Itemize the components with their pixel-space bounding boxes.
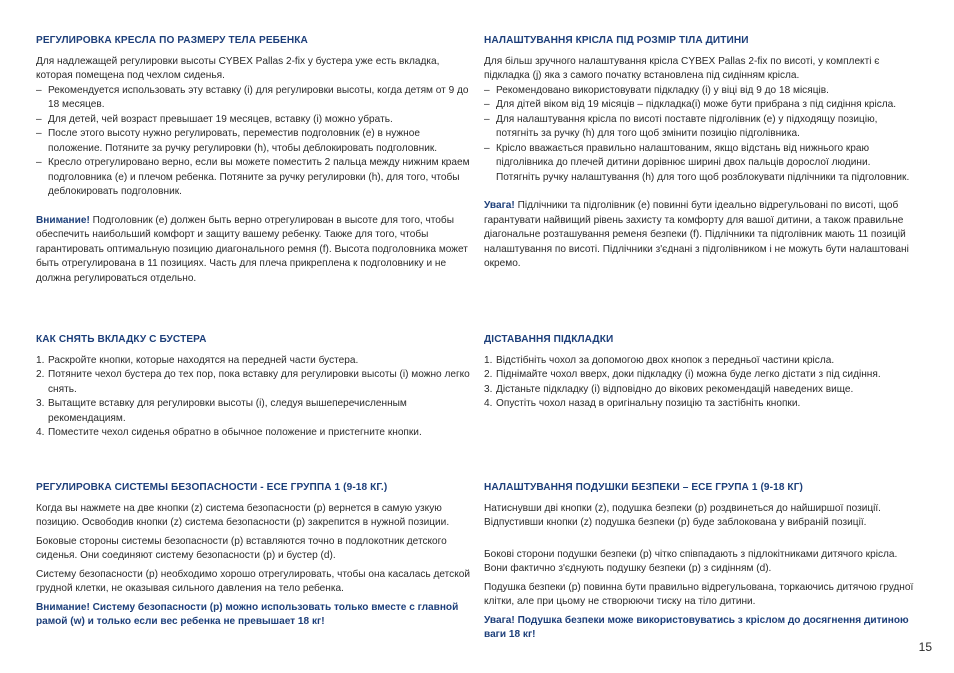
left-column [36,0,472,673]
section-seat-adjustment-uk [484,34,916,272]
section-heading: РЕГУЛИРОВКА СИСТЕМЫ БЕЗОПАСНОСТИ - ECE ГРУППА 1 (9-18 КГ.) [36,482,388,493]
section-seat-adjustment-ru [36,34,472,286]
list-item: – Для дітей віком від 19 місяців – підкладка(i) може бути прибрана з під сидіння крісла. [484,99,897,110]
list-item: 1. Відстібніть чохол за допомогою двох кнопок з передньої частини крісла. [484,354,835,366]
right-column [484,0,916,673]
warning-paragraph: Внимание! Систему безопасности (p) можно использовать только вместе с главной рамой (w) и только если вес ребенка не превышает 18 кг! [36,601,459,627]
page-number: 15 [918,640,932,654]
paragraph: Подушка безпеки (p) повинна бути правильно відрегульована, торкаючись дитячою грудної клітки, але при цьому не створюючи тиску на тіло дитини. [484,581,914,607]
warning-paragraph: Увага! Подушка безпеки може використовуватись з кріслом до досягнення дитиною ваги 18 кг! [484,614,909,640]
section-heading: НАЛАШТУВАННЯ КРІСЛА ПІД РОЗМІР ТІЛА ДИТИНИ [484,35,749,46]
section-remove-insert-uk [484,333,916,412]
warning-label: Увага! [484,200,515,211]
warning-text: Підлічники та підголівник (e) повинні бути ідеально відрегульовані по висоті, щоб гарантувати найвищий рівень захисту та комфорту для вашої дитини, а також правильне діагональне розташування ременя безпеки (f). Підлічники та підголівник мають 11 позицій налаштування по висоті. Підлічники з'єднані з підголівником і не можуть бути налаштовані окремо. [484,200,909,269]
list-item: – Кресло отрегулировано верно, если вы можете поместить 2 пальца между нижним краем подголовника (e) и плечом ребенка. Потяните за ручку регулировки (h), для того, чтобы деблокировать подголовник. [36,157,470,197]
paragraph: Натиснувши дві кнопки (z), подушка безпеки (p) роздвинеться до найширшої позиції. Відпустивши кнопки (z) подушка безпеки (p) буде заблокована у вибраній позиції. [484,502,881,528]
section-remove-insert-ru [36,333,472,441]
section-heading: НАЛАШТУВАННЯ ПОДУШКИ БЕЗПЕКИ – ECE ГРУПА 1 (9-18 КГ) [484,482,803,493]
section-impact-shield-ru [36,481,472,630]
paragraph: Для надлежащей регулировки высоты CYBEX Pallas 2-fix у бустера уже есть вкладка, которая помещена под чехлом сиденья. [36,55,440,81]
warning-label: Внимание! [36,214,90,226]
bullet-list [484,84,916,186]
paragraph: Систему безопасности (p) необходимо хорошо отрегулировать, чтобы она касалась детской грудной клетки, не оказывая сильного давления на тело ребенка. [36,568,471,594]
list-item: 2. Потяните чехол бустера до тех пор, пока вставку для регулировки высоты (i) можно легко снять. [36,369,470,395]
list-item: – Для детей, чей возраст превышает 19 месяцев, вставку (i) можно убрать. [36,113,393,125]
paragraph: Для більш зручного налаштування крісла CYBEX Pallas 2-fix по висоті, у комплекті є підкладка (j) яка з самого початку встановлена під сидінням крісла. [484,55,880,81]
list-item: 3. Вытащите вставку для регулировки высоты (i), следуя вышеперечисленным рекомендациям. [36,398,407,424]
numbered-list [484,354,916,412]
list-item: 4. Поместите чехол сиденья обратно в обычное положение и пристегните кнопки. [36,427,422,438]
bullet-list [36,84,472,200]
list-item: 4. Опустіть чохол назад в оригінальну позицію та застібніть кнопки. [484,398,801,409]
list-item: – Рекомендовано використовувати підкладку (i) у віці від 9 до 18 місяців. [484,84,829,96]
warning-paragraph [484,199,916,272]
paragraph: Когда вы нажмете на две кнопки (z) система безопасности (p) вернется в самую узкую позицию. Освободив кнопки (z) система безопасности (p) закрепится в нужной позиции. [36,502,450,528]
paragraph: Бокові сторони подушки безпеки (p) чітко співпадають з підлокітниками дитячого крісла. Вони фактично з'єднують подушку безпеки (p) з сидінням (d). [484,548,898,574]
warning-text: Подголовник (e) должен быть верно отрегулирован в высоте для того, чтобы обеспечить наибольший комфорт и защиту вашему ребенку. Также для того, чтобы гарантировать оптимальную позицию диагонального ремня (f). Высота подголовника может быть отрегулирована в 11 позициях. Часть для плеча прикреплена к подголовнику и не должна регулироваться отдельно. [36,214,468,284]
numbered-list [36,354,472,441]
section-heading: ДІСТАВАННЯ ПІДКЛАДКИ [484,334,614,345]
section-heading: РЕГУЛИРОВКА КРЕСЛА ПО РАЗМЕРУ ТЕЛА РЕБЕНКА [36,35,308,46]
list-item: 2. Піднімайте чохол вверх, доки підкладку (i) можна буде легко дістати з під сидіння. [484,369,881,380]
paragraph: Боковые стороны системы безопасности (p) вставляются точно в подлокотник детского сиденья. Они соединяют систему безопасности (p) и бустер (d). [36,535,447,561]
warning-paragraph [36,214,472,287]
list-item: – Крісло вважається правильно налаштованим, якщо відстань від нижнього краю підголівника до плечей дитини дорівнює ширині двох пальців дорослої людини. Потягніть ручку налаштування (h) для того щоб розблокувати підлічники та підголовник. [484,142,910,183]
list-item: 3. Дістаньте підкладку (i) відповідно до вікових рекомендацій наведених вище. [484,383,854,395]
list-item: 1. Раскройте кнопки, которые находятся на передней части бустера. [36,354,359,366]
list-item: – После этого высоту нужно регулировать, переместив подголовник (e) в нужное положение. Потяните за ручку регулировки (h), чтобы деблокировать подголовник. [36,128,438,154]
section-heading: КАК СНЯТЬ ВКЛАДКУ С БУСТЕРА [36,334,207,345]
list-item: – Для налаштування крісла по висоті поставте підголівник (e) у підходящу позицію, потягніть за ручку (h) для того щоб змінити позицію підголівника. [484,113,878,139]
list-item: – Рекомендуется использовать эту вставку (i) для регулировки высоты, когда детям от 9 до 18 месяцев. [36,84,469,110]
section-impact-shield-uk [484,481,916,643]
